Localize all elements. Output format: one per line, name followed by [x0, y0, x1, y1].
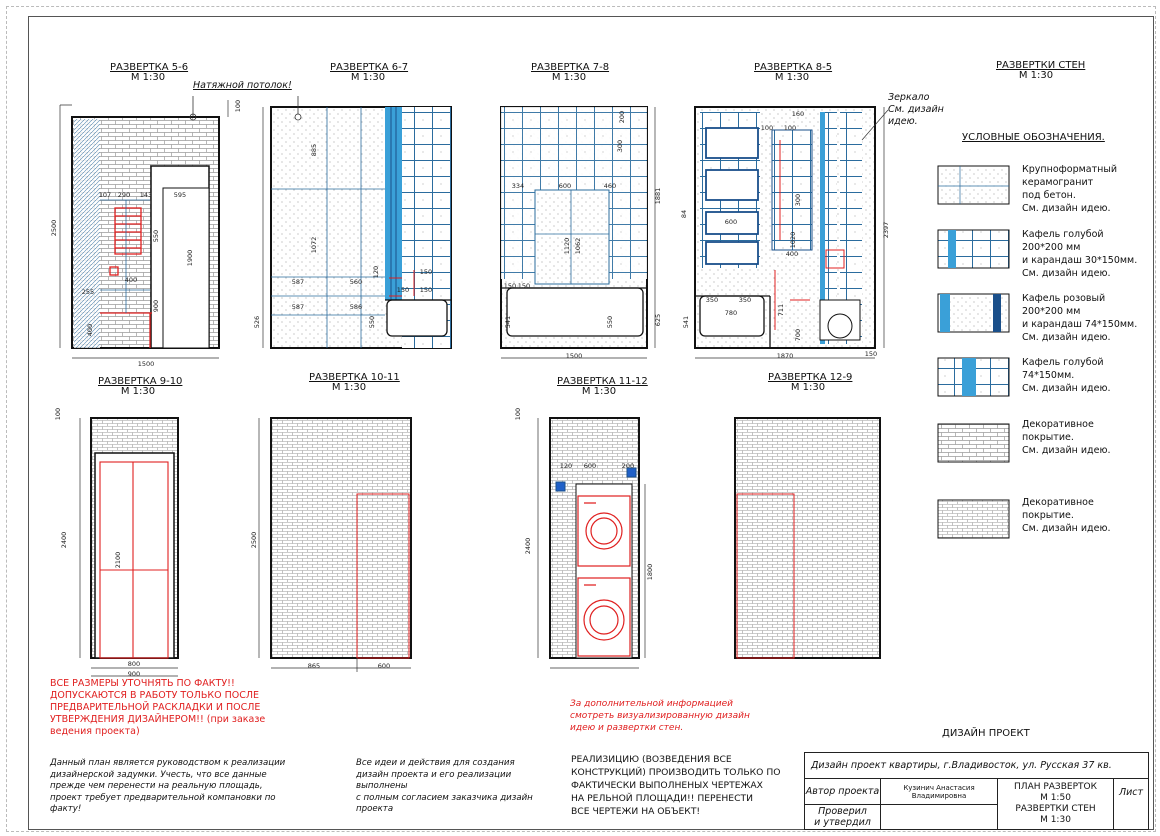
dimension-label: 100	[760, 124, 774, 132]
note-client-agreement: Все идеи и действия для создания дизайн проекта и его реализации выполнены с полным согласием заказчика дизайн проекта	[356, 758, 533, 814]
dimension-label: 84	[680, 209, 688, 219]
legend-item-3: Кафель розовый 200*200 мм и карандаш 74*150мм. См. дизайн идею.	[1022, 293, 1138, 343]
legend-swatches	[938, 166, 1009, 538]
dimension-label: 160	[791, 110, 805, 118]
legend-item-2: Кафель голубой 200*200 мм и карандаш 30*150мм. См. дизайн идею.	[1022, 229, 1138, 279]
design-project-heading: ДИЗАЙН ПРОЕКТ	[942, 728, 1030, 739]
title-elevation-6-7: РАЗВЕРТКА 6-7 М 1:30	[330, 62, 409, 83]
dimension-label: 100	[54, 407, 62, 421]
dimension-label: 600	[377, 662, 391, 670]
dimension-label: 541	[682, 315, 690, 329]
title-elevation-5-6: РАЗВЕРТКА 5-6 М 1:30	[110, 62, 189, 83]
title-block	[804, 752, 1154, 830]
legend-item-4: Кафель голубой 74*150мм. См. дизайн идею.	[1022, 357, 1111, 394]
elevation-12-9	[735, 418, 880, 658]
dimension-label: 900	[127, 670, 141, 678]
dimension-label: 1120	[563, 237, 571, 255]
title-walls-elevations: РАЗВЕРТКИ СТЕН М 1:30	[996, 60, 1086, 81]
dimension-label: 150	[864, 350, 878, 358]
dimension-label: 143	[139, 191, 153, 199]
dimension-label: 120	[559, 462, 573, 470]
dimension-label: 600	[583, 462, 597, 470]
title-block-sheet-title: ПЛАН РАЗВЕРТОК М 1:50 РАЗВЕРТКИ СТЕН М 1:30	[997, 778, 1114, 830]
legend-item-6: Декоративное покрытие. См. дизайн идею.	[1022, 497, 1111, 534]
dimension-label: 350	[705, 296, 719, 304]
title-block-approved-name	[880, 804, 998, 830]
dimension-label: 2397	[882, 221, 890, 239]
dimension-label: 526	[253, 315, 261, 329]
dimension-label: 2100	[114, 551, 122, 569]
title-elevation-12-9: РАЗВЕРТКА 12-9 М 1:30	[768, 372, 853, 393]
title-block-author-label: Автор проекта	[804, 778, 881, 805]
dimension-label: 200	[618, 110, 626, 124]
title-block-approved: Проверил и утвердил	[804, 804, 881, 830]
legend-item-1: Крупноформатный керамогранит под бетон. См. дизайн идею.	[1022, 164, 1118, 214]
legend-title: УСЛОВНЫЕ ОБОЗНАЧЕНИЯ.	[962, 132, 1105, 143]
dimension-label: 400	[124, 276, 138, 284]
dimension-label: 2400	[60, 531, 68, 549]
elevation-11-12	[538, 418, 645, 668]
dimension-label: 800	[127, 660, 141, 668]
dimension-label: 1500	[137, 360, 155, 368]
dimension-label: 1800	[646, 563, 654, 581]
dimension-label: 107	[98, 191, 112, 199]
dimension-label: 150	[419, 268, 433, 276]
dimension-label: 150	[419, 286, 433, 294]
dimension-label: 587	[291, 303, 305, 311]
dimension-label: 300	[616, 139, 624, 153]
dimension-label: 1900	[186, 249, 194, 267]
legend-item-5: Декоративное покрытие. См. дизайн идею.	[1022, 419, 1111, 456]
dimension-label: 711	[777, 303, 785, 317]
dimension-label: 150	[396, 286, 410, 294]
dimension-label: 150	[503, 282, 517, 290]
note-construction: РЕАЛИЗИЦИЮ (ВОЗВЕДЕНИЯ ВСЕ КОНСТРУКЦИЙ) ПРОИЗВОДИТЬ ТОЛЬКО ПО ФАКТИЧЕСКИ ВЫПОЛНЕНЫХ ЧЕРТЕЖАХ НА РЕЛЬНОЙ ПЛОЩАДИ!! ПЕРЕНЕСТИ ВСЕ ЧЕРТЕЖИ НА ОБЪЕКТ!	[571, 754, 781, 817]
dimension-label: 780	[724, 309, 738, 317]
dimension-label: 550	[368, 315, 376, 329]
dimension-label: 350	[738, 296, 752, 304]
title-elevation-9-10: РАЗВЕРТКА 9-10 М 1:30	[98, 376, 183, 397]
dimension-label: 290	[117, 191, 131, 199]
title-elevation-7-8: РАЗВЕРТКА 7-8 М 1:30	[531, 62, 610, 83]
title-elevation-10-11: РАЗВЕРТКА 10-11 М 1:30	[309, 372, 400, 393]
dimension-label: 1500	[565, 352, 583, 360]
mirror-callout: Зеркало См. дизайн идею.	[888, 92, 944, 127]
dimension-label: 550	[606, 315, 614, 329]
title-block-author-name: Кузинич Анастасия Владимировна	[880, 778, 998, 805]
dimension-label: 2500	[250, 531, 258, 549]
dimension-label: 1020	[789, 231, 797, 249]
elevation-5-6	[60, 96, 228, 358]
dimension-label: 600	[558, 182, 572, 190]
dimension-label: 587	[291, 278, 305, 286]
dimension-label: 560	[349, 278, 363, 286]
dimension-label: 1881	[654, 187, 662, 205]
dimension-label: 400	[785, 250, 799, 258]
dimension-label: 2500	[50, 219, 58, 237]
dimension-label: 460	[603, 182, 617, 190]
dimension-label: 300	[794, 193, 802, 207]
dimension-label: 334	[511, 182, 525, 190]
dimension-label: 400	[86, 323, 94, 337]
dimension-label: 600	[724, 218, 738, 226]
elevation-7-8	[501, 107, 655, 358]
dimension-label: 900	[152, 299, 160, 313]
dimension-label: 700	[794, 328, 802, 342]
dimension-label: 2400	[524, 537, 532, 555]
dimension-label: 150	[517, 282, 531, 290]
dimension-label: 100	[514, 407, 522, 421]
note-visualization: За дополнительной информацией смотреть визуализированную дизайн идею и развертки стен.	[570, 699, 750, 733]
dimension-label: 550	[152, 229, 160, 243]
dimension-label: 865	[307, 662, 321, 670]
dimension-label: 100	[234, 99, 242, 113]
note-dimensions-warning: ВСЕ РАЗМЕРЫ УТОЧНЯТЬ ПО ФАКТУ!! ДОПУСКАЮТСЯ В РАБОТУ ТОЛЬКО ПОСЛЕ ПРЕДВАРИТЕЛЬНОЙ РАСКЛАДКИ И ПОСЛЕ УТВЕРЖДЕНИЯ ДИЗАЙНЕРОМ!! (при заказе ведения проекта)	[50, 678, 266, 737]
dimension-label: 200	[621, 462, 635, 470]
dimension-label: 625	[654, 313, 662, 327]
note-plan-guidance: Данный план является руководством к реализации дизайнерской задумки. Учесть, что все данные прежде чем перенести на реальную площадь, проект требует предварительной компановки по факту!	[50, 758, 286, 814]
dimension-label: 595	[173, 191, 187, 199]
dimension-label: 1062	[574, 237, 582, 255]
dimension-label: 885	[310, 143, 318, 157]
dimension-label: 255	[81, 288, 95, 296]
dimension-label: 120	[372, 265, 380, 279]
elevation-10-11	[259, 418, 411, 672]
title-block-sheet-label: Лист	[1113, 778, 1149, 830]
dimension-label: 100	[783, 124, 797, 132]
title-block-project: Дизайн проект квартиры, г.Владивосток, ул. Русская 37 кв.	[804, 752, 1149, 779]
dimension-label: 1870	[776, 352, 794, 360]
title-elevation-11-12: РАЗВЕРТКА 11-12 М 1:30	[557, 376, 648, 397]
title-elevation-8-5: РАЗВЕРТКА 8-5 М 1:30	[754, 62, 833, 83]
elevation-9-10	[80, 418, 178, 676]
dimension-label: 586	[349, 303, 363, 311]
ceiling-callout: Натяжной потолок!	[193, 80, 292, 91]
dimension-label: 541	[504, 315, 512, 329]
dimension-label: 1072	[310, 236, 318, 254]
